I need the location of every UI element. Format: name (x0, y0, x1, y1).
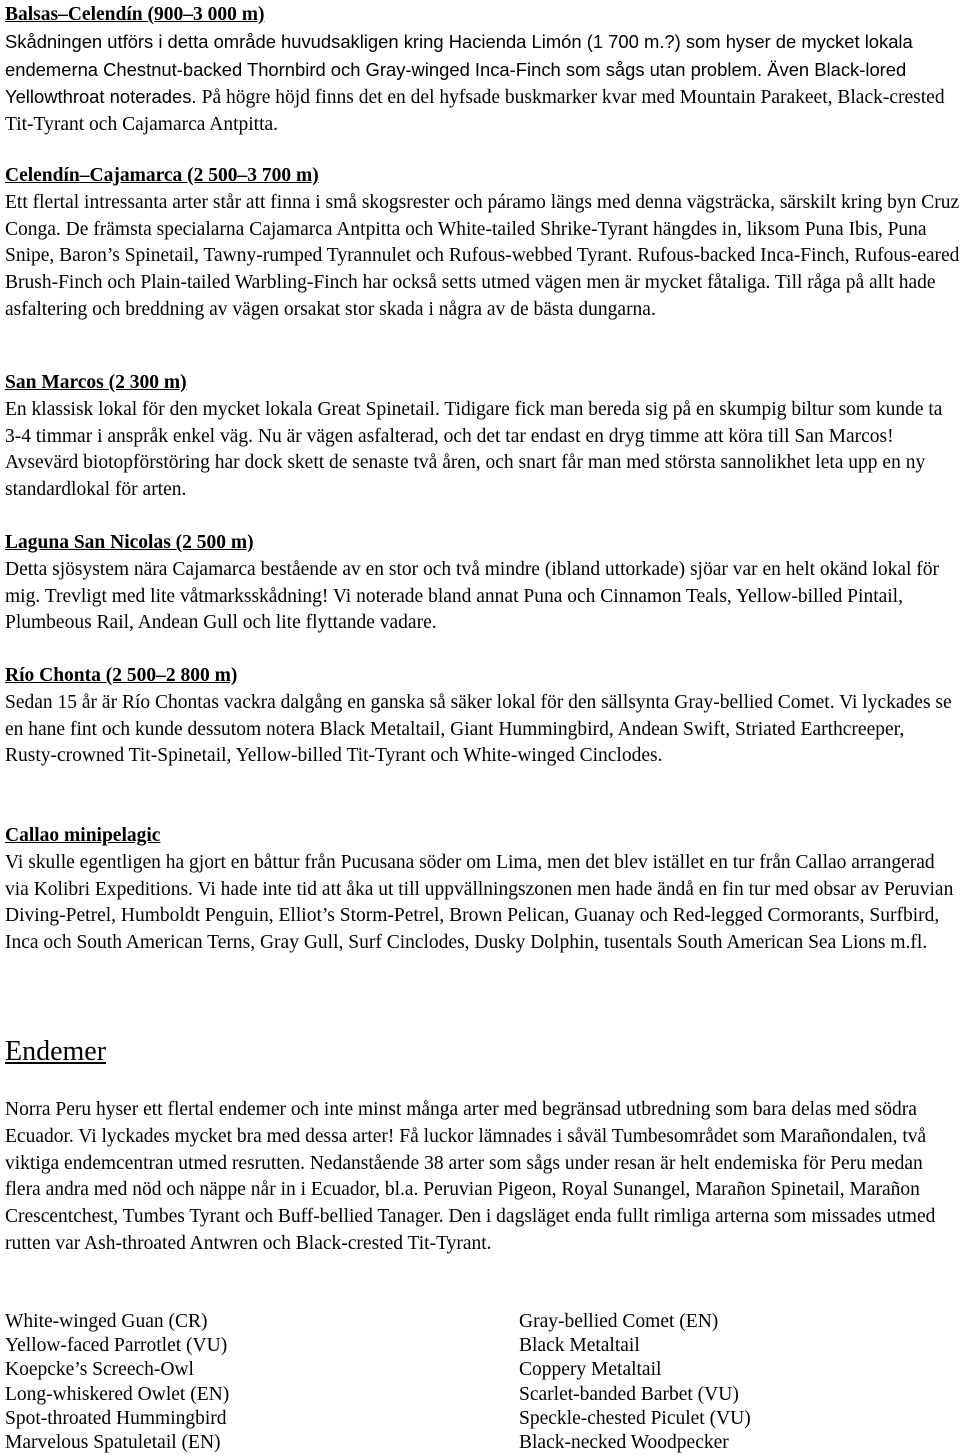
endemer-heading: Endemer (5, 1036, 107, 1067)
section-heading: Balsas–Celendín (900–3 000 m) (5, 4, 265, 25)
species-list-left (5, 1310, 229, 1455)
species-item: Speckle-chested Piculet (VU) (519, 1407, 751, 1429)
species-item: Long-whiskered Owlet (EN) (5, 1383, 230, 1405)
species-item: Koepcke’s Screech-Owl (5, 1359, 194, 1381)
section-heading: Callao minipelagic (5, 825, 161, 846)
section-celendin-cajamarca (5, 163, 960, 324)
section-heading: Laguna San Nicolas (2 500 m) (5, 532, 254, 553)
section-paragraph: En klassisk lokal för den mycket lokala Great Spinetail. Tidigare fick man bereda sig på en skumpig biltur som kunde ta 3-4 timmar i anspråk enkel väg. Nu är vägen asfalterad, och det tar endast en dryg timme att köra till San Marcos! Avsevärd biotopförstöring har dock skett de senaste två åren, och snart får man med största sannolikhet leta upp en ny standardlokal för arten. (5, 398, 943, 501)
section-heading: Río Chonta (2 500–2 800 m) (5, 665, 238, 686)
section-paragraph: Sedan 15 år är Río Chontas vackra dalgång en ganska så säker lokal för den sällsynta Gray-bellied Comet. Vi lyckades se en hane fint och kunde dessutom notera Black Metaltail, Giant Hummingbird, Andean Swift, Striated Earthcreeper, Rusty-crowned Tit-Spinetail, Yellow-billed Tit-Tyrant och White-winged Cinclodes. (5, 691, 952, 767)
species-item: Scarlet-banded Barbet (VU) (519, 1383, 739, 1405)
species-item: Black Metaltail (519, 1335, 640, 1357)
species-item: Coppery Metaltail (519, 1359, 662, 1381)
section-balsas-celendin (5, 2, 960, 139)
species-item: Yellow-faced Parrotlet (VU) (5, 1335, 228, 1357)
section-laguna-san-nicolas (5, 530, 960, 637)
endemer-paragraph: Norra Peru hyser ett flertal endemer och inte minst många arter med begränsad utbredning som bara delas med södra Ecuador. Vi lyckades mycket bra med dessa arter! Få luckor lämnades i såväl Tumbesområdet som Marañondalen, två viktiga endemcentran utmed resrutten. Nedanstående 38 arter som sågs under resan är helt endemiska för Peru medan flera andra med nöd och näppe når in i Ecuador, bl.a. Peruvian Pigeon, Royal Sunangel, Marañon Spinetail, Marañon Crescentchest, Tumbes Tyrant och Buff-bellied Tanager. Den i dagsläget enda fullt rimliga arterna som missades utmed rutten var Ash-throated Antwren och Black-crested Tit-Tyrant. (5, 1099, 936, 1254)
species-item: White-winged Guan (CR) (5, 1311, 208, 1332)
section-endemer (5, 1097, 960, 1258)
section-callao-minipelagic (5, 823, 960, 957)
section-heading: Celendín–Cajamarca (2 500–3 700 m) (5, 165, 319, 186)
species-item: Spot-throated Hummingbird (5, 1407, 227, 1429)
section-paragraph: Vi skulle egentligen ha gjort en båttur från Pucusana söder om Lima, men det blev istället en tur från Callao arrangerad via Kolibri Expeditions. Vi hade inte tid att åka ut till uppvällningszonen men hade ändå en fin tur med obsar av Peruvian Diving-Petrel, Humboldt Penguin, Elliot’s Storm-Petrel, Brown Pelican, Guanay och Red-legged Cormorants, Surfbird, Inca och South American Terns, Gray Gull, Surf Cinclodes, Dusky Dolphin, tusentals South American Sea Lions m.fl. (5, 851, 954, 954)
paragraph-serif-part: På högre höjd finns det en del hyfsade buskmarker kvar med Mountain Parakeet, Black-crested Tit-Tyrant och Cajamarca Antpitta. (5, 87, 945, 136)
section-heading: San Marcos (2 300 m) (5, 372, 187, 393)
section-rio-chonta (5, 663, 960, 770)
section-paragraph: Ett flertal intressanta arter står att finna i små skogsrester och páramo längs med denna vägsträcka, särskilt kring byn Cruz Conga. De främsta specialarna Cajamarca Antpitta och White-tailed Shrike-Tyrant hängdes in, liksom Puna Ibis, Puna Snipe, Baron’s Spinetail, Tawny-rumped Tyrannulet och Rufous-webbed Tyrant. Rufous-backed Inca-Finch, Rufous-eared Brush-Finch och Plain-tailed Warbling-Finch har också setts utmed vägen men är mycket fåtaliga. Till råga på allt hade asfaltering och breddning av vägen orsakat stor skada i några av de bästa dungarna. (5, 191, 960, 320)
paragraph-sans-part: Skådningen utförs i detta område huvudsakligen kring Hacienda Limón (1 700 m.?) som hyser de mycket lokala endemerna Chestnut-backed Thornbird och Gray-winged Inca-Finch som sågs utan problem. Även Black-lored Yellowthroat noterades. (5, 30, 913, 108)
section-paragraph: Detta sjösystem nära Cajamarca bestående av en stor och två mindre (ibland uttorkade) sjöar var en helt okänd lokal för mig. Trevligt med lite våtmarksskådning! Vi noterade bland annat Puna och Cinnamon Teals, Yellow-billed Pintail, Plumbeous Rail, Andean Gull och lite flyttande vadare. (5, 558, 940, 634)
species-item: Marvelous Spatuletail (EN) (5, 1432, 221, 1454)
species-item: Black-necked Woodpecker (519, 1432, 729, 1454)
species-item: Gray-bellied Comet (EN) (519, 1311, 719, 1332)
species-list-right (519, 1310, 751, 1455)
section-paragraph (5, 29, 960, 139)
section-san-marcos (5, 370, 960, 504)
